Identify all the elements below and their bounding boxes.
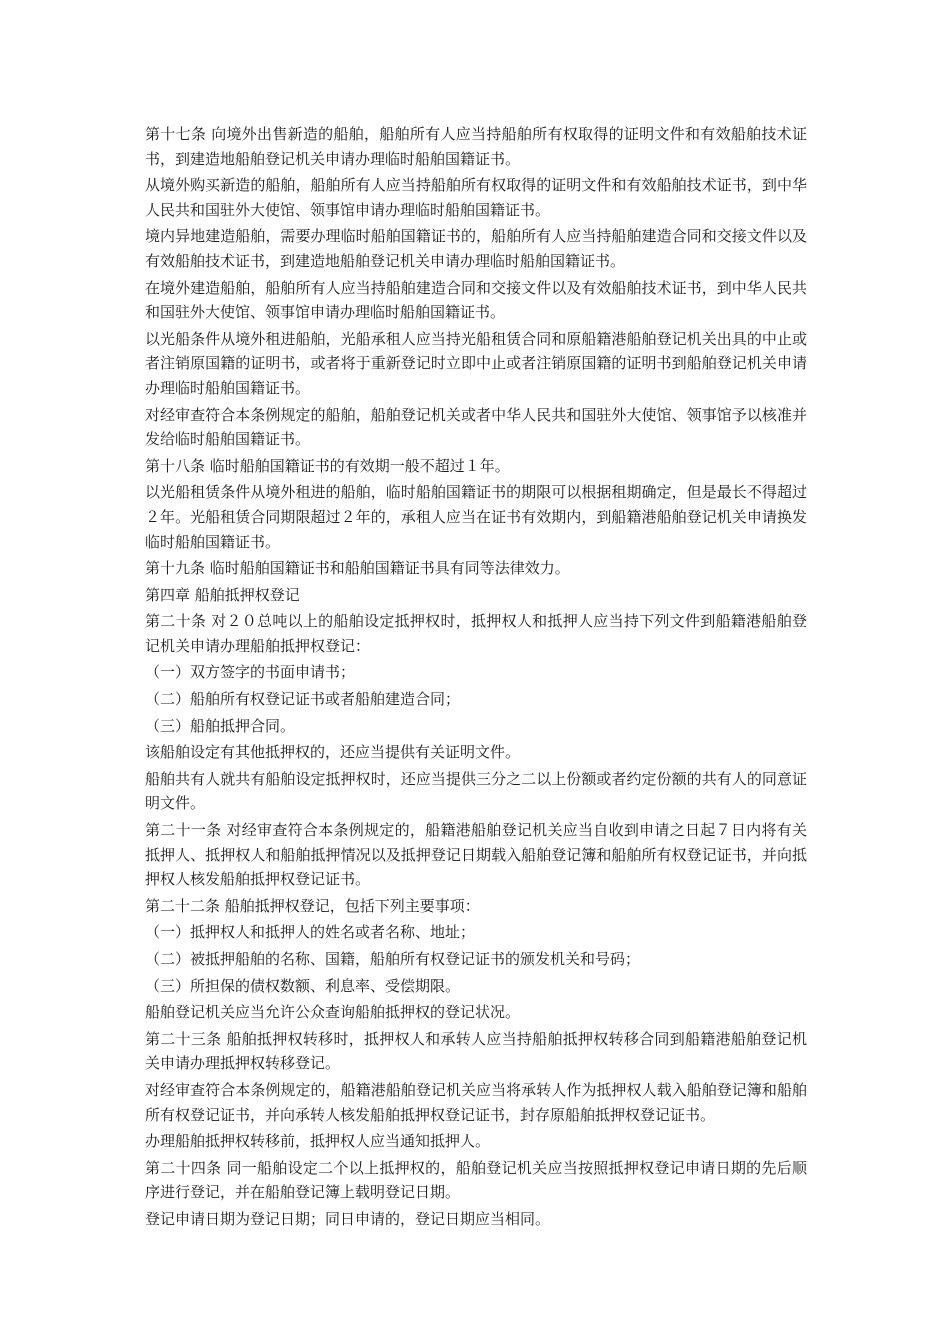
paragraph: 第二十三条 船舶抵押权转移时，抵押权人和承转人应当持船舶抵押权转移合同到船籍港船舶登记机关申请办理抵押权转移登记。	[145, 1029, 807, 1073]
document-body	[145, 122, 807, 1232]
paragraph: 登记申请日期为登记日期；同日申请的，登记日期应当相同。	[145, 1209, 551, 1228]
paragraph: 境内异地建造船舶，需要办理临时船舶国籍证书的，船舶所有人应当持船舶建造合同和交接文件以及有效船舶技术证书，到建造地船舶登记机关申请办理临时船舶国籍证书。	[145, 227, 807, 270]
list-item: （一）双方签字的书面申请书；	[145, 663, 356, 682]
paragraph: 第二十一条 对经审查符合本条例规定的，船籍港船舶登记机关应当自收到申请之日起７日内将有关抵押人、抵押权人和船舶抵押情况以及抵押登记日期载入船舶登记簿和船舶所有权登记证书，并向抵押权人核发船舶抵押权登记证书。	[145, 821, 807, 889]
paragraph: 对经审查符合本条例规定的船舶，船舶登记机关或者中华人民共和国驻外大使馆、领事馆予以核准并发给临时船舶国籍证书。	[145, 405, 807, 449]
list-item: （三）船舶抵押合同。	[145, 716, 296, 735]
list-item: （二）被抵押船舶的名称、国籍，船舶所有权登记证书的颁发机关和号码；	[145, 950, 641, 968]
paragraph: 办理船舶抵押权转移前，抵押权人应当通知抵押人。	[145, 1132, 491, 1151]
paragraph: 第二十条 对２０总吨以上的船舶设定抵押权时，抵押权人和抵押人应当持下列文件到船籍港船舶登记机关申请办理船舶抵押权登记：	[145, 612, 807, 655]
paragraph: 以光船条件从境外租进船舶，光船承租人应当持光船租赁合同和原船籍港船舶登记机关出具的中止或者注销原国籍的证明书，或者将于重新登记时立即中止或者注销原国籍的证明书到船舶登记机关申请办理临时船舶国籍证书。	[145, 329, 807, 397]
paragraph: 第二十二条 船舶抵押权登记，包括下列主要事项：	[145, 896, 480, 915]
paragraph: 船舶共有人就共有船舶设定抵押权时，还应当提供三分之二以上份额或者约定份额的共有人的同意证明文件。	[145, 769, 807, 813]
chapter-heading: 第四章 船舶抵押权登记	[145, 585, 300, 604]
list-item: （二）船舶所有权登记证书或者船舶建造合同；	[145, 690, 461, 709]
paragraph: 第十八条 临时船舶国籍证书的有效期一般不超过１年。	[145, 456, 510, 475]
paragraph: 第二十四条 同一船舶设定二个以上抵押权的，船舶登记机关应当按照抵押权登记申请日期的先后顺序进行登记，并在船舶登记簿上载明登记日期。	[145, 1158, 807, 1202]
paragraph: 船舶登记机关应当允许公众查询船舶抵押权的登记状况。	[145, 1003, 521, 1022]
list-item: （一）抵押权人和抵押人的姓名或者名称、地址；	[145, 923, 476, 942]
paragraph: 对经审查符合本条例规定的，船籍港船舶登记机关应当将承转人作为抵押权人载入船舶登记簿和船舶所有权登记证书，并向承转人核发船舶抵押权登记证书，封存原船舶抵押权登记证书。	[145, 1080, 807, 1124]
paragraph: 第十七条 向境外出售新造的船舶，船舶所有人应当持船舶所有权取得的证明文件和有效船舶技术证书，到建造地船舶登记机关申请办理临时船舶国籍证书。	[145, 125, 807, 168]
paragraph: 以光船租赁条件从境外租进的船舶，临时船舶国籍证书的期限可以根据租期确定，但是最长不得超过２年。光船租赁合同期限超过２年的，承租人应当在证书有效期内，到船籍港船舶登记机关申请换发临时船舶国籍证书。	[145, 483, 807, 551]
paragraph: 第十九条 临时船舶国籍证书和船舶国籍证书具有同等法律效力。	[145, 559, 570, 578]
list-item: （三）所担保的债权数额、利息率、受偿期限。	[145, 976, 461, 995]
paragraph: 从境外购买新造的船舶，船舶所有人应当持船舶所有权取得的证明文件和有效船舶技术证书，到中华人民共和国驻外大使馆、领事馆申请办理临时船舶国籍证书。	[145, 176, 807, 219]
paragraph: 在境外建造船舶，船舶所有人应当持船舶建造合同和交接文件以及有效船舶技术证书，到中华人民共和国驻外大使馆、领事馆申请办理临时船舶国籍证书。	[145, 278, 807, 322]
paragraph: 该船舶设定有其他抵押权的，还应当提供有关证明文件。	[145, 743, 521, 762]
